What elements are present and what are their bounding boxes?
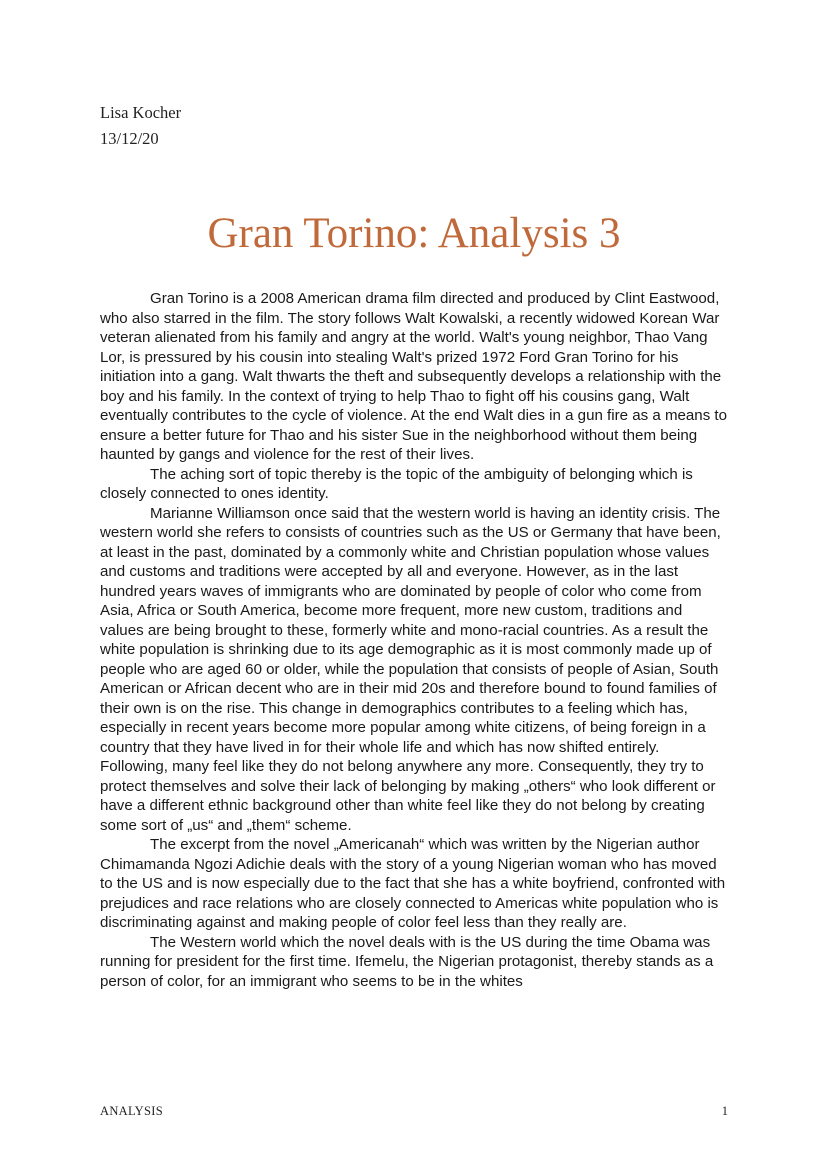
page-footer [100,1104,728,1119]
paragraph-4: The excerpt from the novel „Americanah“ which was written by the Nigerian author Chimamanda Ngozi Adichie deals with the story of a young Nigerian woman who has moved to the US and is now especially due to the fact that she has a white boyfriend, confronted with prejudices and race relations who are closely connected to Americas white population who is discriminating against and making people of color feel less than they really are. [100,836,726,931]
paragraph-3: Marianne Williamson once said that the western world is having an identity crisis. The western world she refers to consists of countries such as the US or Germany that have been, at least in the past, dominated by a commonly white and Christian population whose values and customs and traditions were accepted by all and everyone. However, as in the last hundred years waves of immigrants who are dominated by people of color who come from Asia, Africa or South America, become more frequent, more new custom, traditions and values are being brought to these, formerly white and mono-racial countries. As a result the white population is shrinking due to its age demographic as it is most commonly made up of people who are aged 60 or older, while the population that consists of people of Asian, South American or African decent who are in their mid 20s and therefore bound to found families of their own is on the rise. This change in demographics contributes to a feeling which has, especially in recent years become more popular among white citizens, of being foreign in a country that they have lived in for their whole life and which has now shifted entirely. Following, many feel like they do not belong anywhere any more. Consequently, they try to protect themselves and solve their lack of belonging by making „others“ who look different or have a different ethnic background other than white feel like they do not belong by creating some sort of „us“ and „them“ scheme. [100,504,721,834]
author-block [100,100,181,152]
paragraph-2: The aching sort of topic thereby is the topic of the ambiguity of belonging which is closely connected to ones identity. [100,465,693,502]
paragraph-1: Gran Torino is a 2008 American drama film directed and produced by Clint Eastwood, who also starred in the film. The story follows Walt Kowalski, a recently widowed Korean War veteran alienated from his family and angry at the world. Walt's young neighbor, Thao Vang Lor, is pressured by his cousin into stealing Walt's prized 1972 Ford Gran Torino for his initiation into a gang. Walt thwarts the theft and subsequently develops a relationship with the boy and his family. In the context of trying to help Thao to fight off his cousins gang, Walt eventually contributes to the cycle of violence. At the end Walt dies in a gun fire as a means to ensure a better future for Thao and his sister Sue in the neighborhood without them being haunted by gangs and violence for the rest of their lives. [100,290,728,463]
document-date: 13/12/20 [100,129,159,148]
body-text [100,289,730,991]
running-head: ANALYSIS [100,1104,163,1118]
document-title: Gran Torino: Analysis 3 [207,210,621,257]
paragraph-5: The Western world which the novel deals with is the US during the time Obama was running for president for the first time. Ifemelu, the Nigerian protagonist, thereby stands as a person of color, for an immigrant who seems to be in the whites [100,933,714,990]
author-name: Lisa Kocher [100,103,182,122]
page-number: 1 [721,1104,728,1118]
